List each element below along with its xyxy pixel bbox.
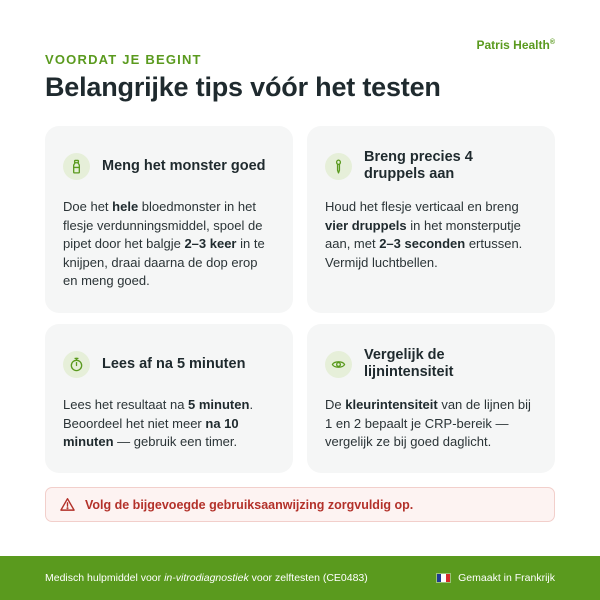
card-body [63,198,275,291]
body-text: . Beoordeel het niet meer [63,397,254,431]
bottle-icon [63,153,90,180]
footer-text-post: voor zelftesten (CE0483) [248,572,368,584]
card-title: Meng het monster goed [102,157,266,174]
warning-triangle-icon [60,497,75,512]
footer-text-italic: in-vitrodiagnostiek [164,572,249,584]
body-text: Lees het resultaat na [63,397,189,412]
body-text: De [325,397,346,412]
warning-text: Volg de bijgevoegde gebruiksaanwijzing zorgvuldig op. [85,497,414,512]
body-text: van de lijnen bij 1 en 2 bepaalt je CRP-bereik — vergelijk ze bij goed daglicht. [325,397,531,449]
card-header [325,346,537,382]
body-text: in het monsterputje aan, met [325,217,521,251]
body-text: bloedmonster in het flesje verdunningsmiddel, spoel de pipet door het balgje [63,199,263,251]
stopwatch-icon [63,351,90,378]
card-title: Lees af na 5 minuten [102,355,246,372]
section-eyebrow: VOORDAT JE BEGINT [45,52,202,67]
body-text: ertussen. Vermijd luchtbellen. [325,236,523,270]
warning-banner [45,487,555,522]
french-flag-icon [436,573,451,583]
card-header [325,148,537,184]
pipette-icon [325,153,352,180]
card-title: Vergelijk de lijnintensiteit [364,347,454,380]
emphasis-text: kleurintensiteit [345,397,438,412]
emphasis-text: vier druppels [325,217,407,233]
card-title: Breng precies 4 druppels aan [364,149,473,182]
card-body [325,396,537,452]
emphasis-text: 2–3 keer [184,236,237,251]
card-body [63,396,275,452]
tip-card-timer [45,324,293,473]
body-text: in te knijpen, draai daarna de dop erop en meng goed. [63,236,265,288]
footer-text-pre: Medisch hulpmiddel voor [45,572,165,584]
card-header [63,346,275,382]
footer-disclaimer [45,572,368,584]
registered-mark: ® [549,39,555,46]
made-in-text: Gemaakt in Frankrijk [458,572,555,584]
eye-icon [325,351,352,378]
body-text: — gebruik een timer. [113,434,238,449]
footer [0,556,600,600]
card-body [325,198,537,272]
emphasis-text: hele [112,199,139,214]
body-text: Houd het flesje verticaal en breng [325,199,519,214]
footer-origin [436,572,555,584]
emphasis-text: na 10 minuten [63,415,239,449]
tip-card-drops [307,126,555,313]
card-header [63,148,275,184]
emphasis-text: 2–3 seconden [379,236,466,251]
tip-card-mix [45,126,293,313]
tip-card-compare [307,324,555,473]
emphasis-text: 5 minuten [188,397,250,412]
brand-name: Patris Health [476,38,550,52]
page-title: Belangrijke tips vóór het testen [45,72,441,102]
body-text: Doe het [63,199,113,214]
brand-logo [476,38,555,52]
